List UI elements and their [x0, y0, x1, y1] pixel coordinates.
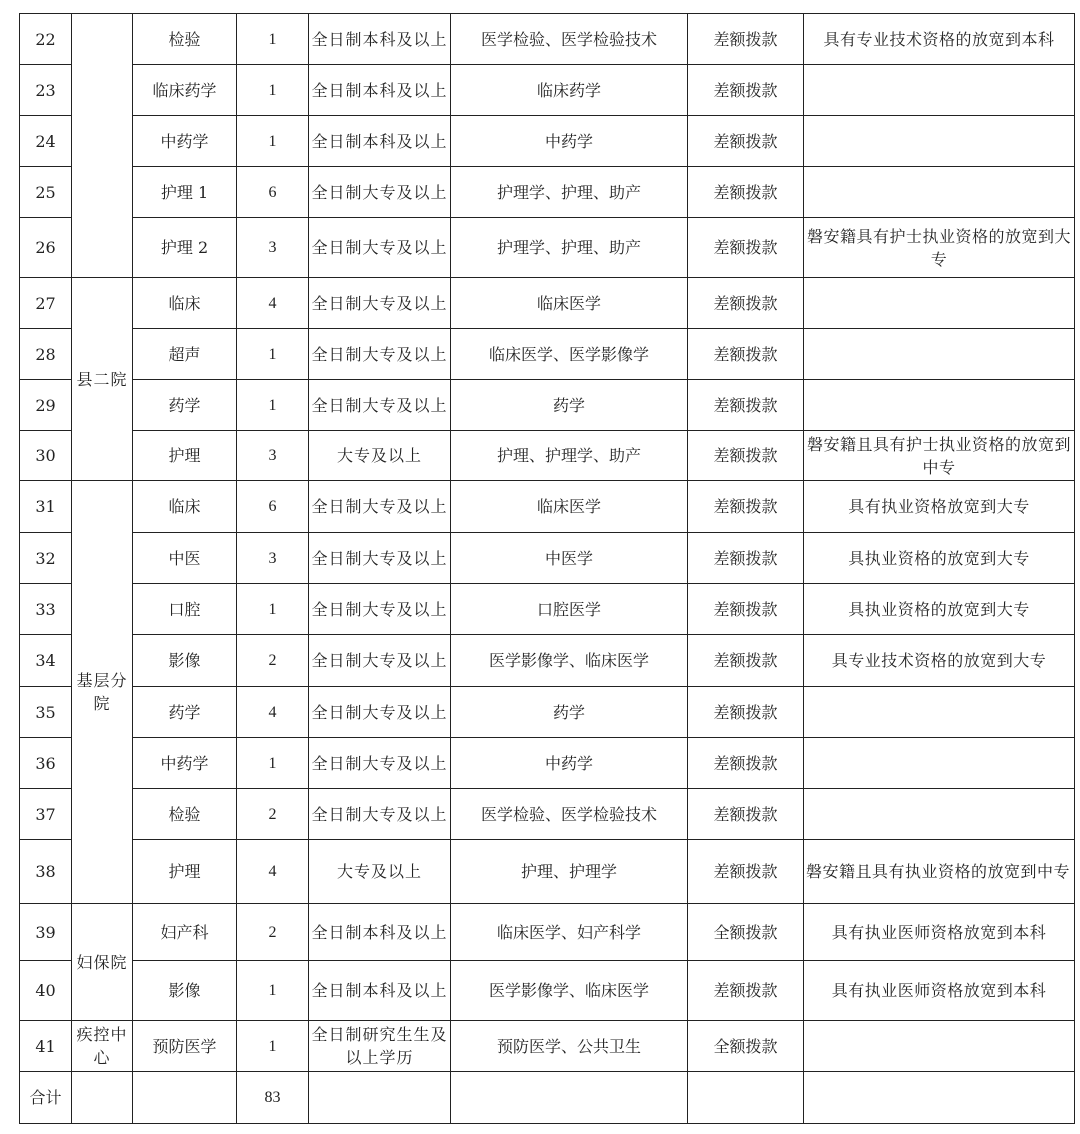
post-cell: 中医	[133, 533, 237, 584]
count-cell: 2	[237, 789, 309, 840]
row-number: 32	[20, 533, 72, 584]
major-cell: 医学检验、医学检验技术	[451, 14, 688, 65]
funding-cell: 全额拨款	[688, 1021, 804, 1072]
funding-cell: 全额拨款	[688, 904, 804, 961]
table-row	[20, 218, 1075, 278]
note-cell	[804, 380, 1075, 431]
education-cell: 全日制大专及以上	[309, 278, 451, 329]
major-cell: 护理、护理学、助产	[451, 431, 688, 481]
major-cell: 药学	[451, 380, 688, 431]
funding-cell: 差额拨款	[688, 840, 804, 904]
major-cell: 临床医学	[451, 481, 688, 533]
table-row	[20, 789, 1075, 840]
count-cell: 1	[237, 116, 309, 167]
post-cell: 护理 2	[133, 218, 237, 278]
total-row	[20, 1072, 1075, 1124]
note-cell	[804, 789, 1075, 840]
note-cell: 磐安籍具有护士执业资格的放宽到大专	[804, 218, 1075, 278]
note-cell: 磐安籍且具有护士执业资格的放宽到中专	[804, 431, 1075, 481]
total-count: 83	[237, 1072, 309, 1124]
count-cell: 3	[237, 218, 309, 278]
row-number: 26	[20, 218, 72, 278]
funding-cell: 差额拨款	[688, 14, 804, 65]
major-cell: 护理、护理学	[451, 840, 688, 904]
funding-cell: 差额拨款	[688, 635, 804, 687]
table-row	[20, 687, 1075, 738]
education-cell: 全日制大专及以上	[309, 738, 451, 789]
education-cell: 全日制大专及以上	[309, 533, 451, 584]
major-cell: 医学影像学、临床医学	[451, 961, 688, 1021]
education-cell: 大专及以上	[309, 840, 451, 904]
major-cell: 临床药学	[451, 65, 688, 116]
note-cell: 具有执业医师资格放宽到本科	[804, 961, 1075, 1021]
post-cell: 临床	[133, 278, 237, 329]
note-cell: 具执业资格的放宽到大专	[804, 533, 1075, 584]
count-cell: 3	[237, 431, 309, 481]
funding-cell: 差额拨款	[688, 65, 804, 116]
row-number: 23	[20, 65, 72, 116]
table-row	[20, 380, 1075, 431]
funding-cell: 差额拨款	[688, 431, 804, 481]
empty-cell	[451, 1072, 688, 1124]
post-cell: 护理	[133, 840, 237, 904]
note-cell: 具有执业医师资格放宽到本科	[804, 904, 1075, 961]
table-row	[20, 1021, 1075, 1072]
count-cell: 1	[237, 961, 309, 1021]
row-number: 27	[20, 278, 72, 329]
major-cell: 预防医学、公共卫生	[451, 1021, 688, 1072]
funding-cell: 差额拨款	[688, 481, 804, 533]
education-cell: 大专及以上	[309, 431, 451, 481]
row-number: 40	[20, 961, 72, 1021]
table-row	[20, 738, 1075, 789]
table-row	[20, 116, 1075, 167]
major-cell: 护理学、护理、助产	[451, 218, 688, 278]
post-cell: 药学	[133, 380, 237, 431]
table-row	[20, 167, 1075, 218]
unit-cell: 基层分院	[72, 481, 133, 904]
major-cell: 临床医学	[451, 278, 688, 329]
recruitment-table	[19, 13, 1075, 1124]
note-cell: 磐安籍且具有执业资格的放宽到中专	[804, 840, 1075, 904]
education-cell: 全日制大专及以上	[309, 481, 451, 533]
note-cell: 具有执业资格放宽到大专	[804, 481, 1075, 533]
major-cell: 中药学	[451, 738, 688, 789]
major-cell: 临床医学、妇产科学	[451, 904, 688, 961]
education-cell: 全日制大专及以上	[309, 584, 451, 635]
funding-cell: 差额拨款	[688, 738, 804, 789]
funding-cell: 差额拨款	[688, 961, 804, 1021]
post-cell: 检验	[133, 789, 237, 840]
post-cell: 口腔	[133, 584, 237, 635]
major-cell: 中药学	[451, 116, 688, 167]
row-number: 30	[20, 431, 72, 481]
post-cell: 临床	[133, 481, 237, 533]
major-cell: 医学影像学、临床医学	[451, 635, 688, 687]
table-row	[20, 840, 1075, 904]
post-cell: 预防医学	[133, 1021, 237, 1072]
post-cell: 超声	[133, 329, 237, 380]
count-cell: 2	[237, 635, 309, 687]
table-row	[20, 904, 1075, 961]
table-row	[20, 533, 1075, 584]
education-cell: 全日制大专及以上	[309, 789, 451, 840]
education-cell: 全日制本科及以上	[309, 904, 451, 961]
note-cell: 具专业技术资格的放宽到大专	[804, 635, 1075, 687]
row-number: 25	[20, 167, 72, 218]
row-number: 28	[20, 329, 72, 380]
table-row	[20, 961, 1075, 1021]
funding-cell: 差额拨款	[688, 278, 804, 329]
funding-cell: 差额拨款	[688, 380, 804, 431]
unit-cell: 县二院	[72, 278, 133, 481]
post-cell: 护理	[133, 431, 237, 481]
education-cell: 全日制大专及以上	[309, 635, 451, 687]
count-cell: 1	[237, 1021, 309, 1072]
empty-cell	[688, 1072, 804, 1124]
post-cell: 影像	[133, 961, 237, 1021]
table-row	[20, 431, 1075, 481]
count-cell: 1	[237, 584, 309, 635]
post-cell: 中药学	[133, 738, 237, 789]
table-row	[20, 278, 1075, 329]
note-cell	[804, 1021, 1075, 1072]
row-number: 39	[20, 904, 72, 961]
note-cell: 具有专业技术资格的放宽到本科	[804, 14, 1075, 65]
note-cell	[804, 167, 1075, 218]
education-cell: 全日制本科及以上	[309, 14, 451, 65]
note-cell	[804, 329, 1075, 380]
education-cell: 全日制本科及以上	[309, 116, 451, 167]
funding-cell: 差额拨款	[688, 167, 804, 218]
count-cell: 1	[237, 65, 309, 116]
post-cell: 影像	[133, 635, 237, 687]
row-number: 24	[20, 116, 72, 167]
table-row	[20, 635, 1075, 687]
post-cell: 药学	[133, 687, 237, 738]
education-cell: 全日制大专及以上	[309, 167, 451, 218]
major-cell: 临床医学、医学影像学	[451, 329, 688, 380]
note-cell	[804, 116, 1075, 167]
major-cell: 口腔医学	[451, 584, 688, 635]
table-row	[20, 329, 1075, 380]
table-row	[20, 14, 1075, 65]
row-number: 35	[20, 687, 72, 738]
row-number: 29	[20, 380, 72, 431]
major-cell: 医学检验、医学检验技术	[451, 789, 688, 840]
education-cell: 全日制本科及以上	[309, 65, 451, 116]
major-cell: 护理学、护理、助产	[451, 167, 688, 218]
education-cell: 全日制大专及以上	[309, 380, 451, 431]
funding-cell: 差额拨款	[688, 218, 804, 278]
post-cell: 护理 1	[133, 167, 237, 218]
education-cell: 全日制大专及以上	[309, 329, 451, 380]
empty-cell	[72, 1072, 133, 1124]
note-cell: 具执业资格的放宽到大专	[804, 584, 1075, 635]
empty-cell	[804, 1072, 1075, 1124]
funding-cell: 差额拨款	[688, 116, 804, 167]
post-cell: 检验	[133, 14, 237, 65]
row-number: 37	[20, 789, 72, 840]
row-number: 22	[20, 14, 72, 65]
table-row	[20, 584, 1075, 635]
note-cell	[804, 738, 1075, 789]
post-cell: 中药学	[133, 116, 237, 167]
count-cell: 2	[237, 904, 309, 961]
unit-cell: 疾控中心	[72, 1021, 133, 1072]
table-row	[20, 481, 1075, 533]
funding-cell: 差额拨款	[688, 329, 804, 380]
unit-cell	[72, 14, 133, 278]
education-cell: 全日制研究生生及以上学历	[309, 1021, 451, 1072]
count-cell: 4	[237, 278, 309, 329]
unit-cell: 妇保院	[72, 904, 133, 1021]
empty-cell	[309, 1072, 451, 1124]
row-number: 31	[20, 481, 72, 533]
funding-cell: 差额拨款	[688, 789, 804, 840]
empty-cell	[133, 1072, 237, 1124]
funding-cell: 差额拨款	[688, 533, 804, 584]
funding-cell: 差额拨款	[688, 687, 804, 738]
total-label: 合计	[20, 1072, 72, 1124]
count-cell: 4	[237, 687, 309, 738]
count-cell: 1	[237, 380, 309, 431]
count-cell: 1	[237, 14, 309, 65]
row-number: 34	[20, 635, 72, 687]
note-cell	[804, 687, 1075, 738]
row-number: 33	[20, 584, 72, 635]
education-cell: 全日制大专及以上	[309, 218, 451, 278]
post-cell: 临床药学	[133, 65, 237, 116]
count-cell: 6	[237, 481, 309, 533]
count-cell: 1	[237, 738, 309, 789]
table-row	[20, 65, 1075, 116]
funding-cell: 差额拨款	[688, 584, 804, 635]
count-cell: 6	[237, 167, 309, 218]
education-cell: 全日制大专及以上	[309, 687, 451, 738]
row-number: 41	[20, 1021, 72, 1072]
row-number: 38	[20, 840, 72, 904]
row-number: 36	[20, 738, 72, 789]
count-cell: 4	[237, 840, 309, 904]
major-cell: 中医学	[451, 533, 688, 584]
education-cell: 全日制本科及以上	[309, 961, 451, 1021]
post-cell: 妇产科	[133, 904, 237, 961]
count-cell: 3	[237, 533, 309, 584]
count-cell: 1	[237, 329, 309, 380]
major-cell: 药学	[451, 687, 688, 738]
note-cell	[804, 278, 1075, 329]
note-cell	[804, 65, 1075, 116]
